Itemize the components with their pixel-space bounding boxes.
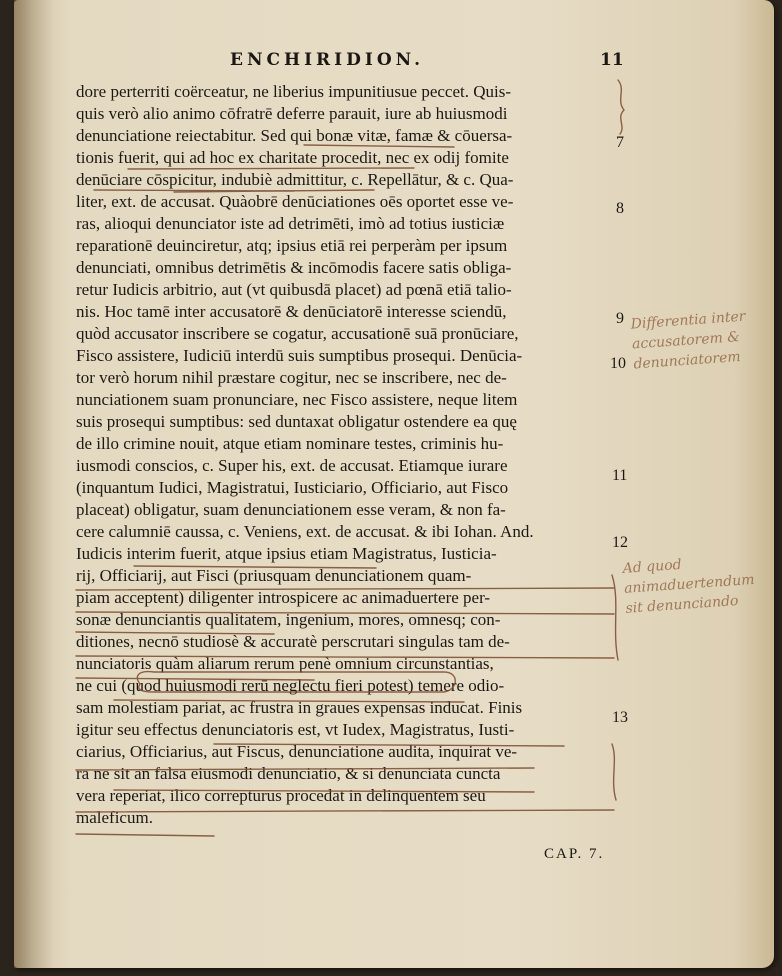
text-line: liter, ext. de accusat. Quàobrē denūciationes oēs oportet esse ve- [76, 192, 514, 211]
margin-number: 8 [616, 200, 624, 217]
text-line: ras, alioqui denunciator iste ad detrimēti, imò ad totius iusticiæ [76, 214, 505, 233]
text-line: maleficum. [76, 808, 153, 827]
text-line: retur Iudicis arbitrio, aut (vt quibusdā placet) ad pœnā etiā talio- [76, 280, 512, 299]
text-line: nis. Hoc tamē inter accusatorē & denūciatorē interesse sciendū, [76, 302, 507, 321]
running-head-title: ENCHIRIDION. [230, 50, 424, 70]
catchword: CAP. 7. [544, 846, 605, 862]
text-line: piam acceptent) diligenter introspicere ac animaduertere per- [76, 588, 491, 607]
page-number: 11 [600, 50, 624, 70]
text-line: ditiones, necnō studiosè & accuratè perscrutari singulas tam de- [76, 632, 510, 651]
text-line: vera reperiat, ilico correpturus procedat in delinquentem seu [76, 786, 486, 805]
text-line: denunciatione reiectabitur. Sed qui bonæ vitæ, famæ & cōuersa- [76, 126, 513, 145]
margin-number: 11 [612, 467, 628, 484]
text-line: suis prosequi sumptibus: sed duntaxat obligatur ostendere ea quę [76, 412, 517, 431]
margin-number: 13 [612, 709, 628, 726]
text-line: cere calumniē caussa, c. Veniens, ext. de accusat. & ibi Iohan. And. [76, 522, 534, 541]
running-head [14, 50, 774, 80]
margin-bracket-mark [618, 80, 624, 134]
margin-number: 10 [610, 355, 626, 372]
text-line: ciarius, Officiarius, aut Fiscus, denunciatione audita, inquirat ve- [76, 742, 518, 761]
text-line: tionis fuerit, qui ad hoc ex charitate procedit, nec ex odij fomite [76, 148, 509, 167]
margin-bracket-mark [612, 744, 616, 800]
text-line: nunciatoris quàm aliarum rerum penè omnium circunstantias, [76, 654, 494, 673]
text-line: Fisco assistere, Iudiciū interdū suis sumptibus prosequi. Denūcia- [76, 346, 523, 365]
text-line: dore perterriti coërceatur, ne liberius impunitiusue peccet. Quis- [76, 82, 512, 101]
text-line: iusmodi conscios, c. Super his, ext. de accusat. Etiamque iurare [76, 456, 508, 475]
underline-mark [76, 834, 214, 836]
underline-mark [76, 810, 614, 812]
text-line: sonæ denunciantis qualitatem, ingenium, mores, omnesq; con- [76, 610, 501, 629]
text-line: reparationē deuinciretur, atq; ipsius etiā rei perperàm per ipsum [76, 236, 508, 255]
text-line: sam molestiam pariat, ac frustra in graues expensas inducat. Finis [76, 698, 523, 717]
handwritten-note-differentia: Differentia inter accusatorem & denunciatorem [630, 308, 746, 373]
text-line: igitur seu effectus denunciatoris est, vt Iudex, Magistratus, Iusti- [76, 720, 515, 739]
margin-bracket-mark [612, 575, 618, 660]
text-line: quòd accusator inscribere se cogatur, accusationē suā pronūciare, [76, 324, 519, 343]
text-line: placeat) obligatur, suam denunciationem esse veram, & non fa- [76, 500, 506, 519]
margin-number: 7 [616, 134, 624, 151]
margin-number: 9 [616, 310, 624, 327]
text-line: denūciare cōspicitur, indubiè admittitur, c. Repellātur, & c. Qua- [76, 170, 514, 189]
text-line: tor verò horum nihil præstare cogitur, nec se inscribere, nec de- [76, 368, 507, 387]
text-line: de illo crimine nouit, atque etiam nominare testes, criminis hu- [76, 434, 504, 453]
text-line: rij, Officiarij, aut Fisci (priusquam denunciationem quam- [76, 566, 472, 585]
margin-number: 12 [612, 534, 628, 551]
text-line: nunciationem suam pronunciare, nec Fisco assistere, neque litem [76, 390, 518, 409]
text-line: denunciati, omnibus detrimētis & incōmodis facere satis obliga- [76, 258, 512, 277]
handwritten-note-animaduertendum: Ad quod animaduertendum sit denunciando [622, 556, 756, 617]
text-line: ne cui (quod huiusmodi rerū neglectu fieri potest) temere odio- [76, 676, 505, 695]
text-line: Iudicis interim fuerit, atque ipsius etiam Magistratus, Iusticia- [76, 544, 497, 563]
text-line: quis verò alio animo cōfratrē deferre parauit, iure ab huiusmodi [76, 104, 508, 123]
text-line: (inquantum Iudici, Magistratui, Iusticiario, Officiario, aut Fisco [76, 478, 509, 497]
page-gutter-shadow [14, 0, 54, 968]
text-line: ra ne sit an falsa eiusmodi denunciatio, & si denunciata cuncta [76, 764, 501, 783]
book-page [14, 0, 774, 968]
